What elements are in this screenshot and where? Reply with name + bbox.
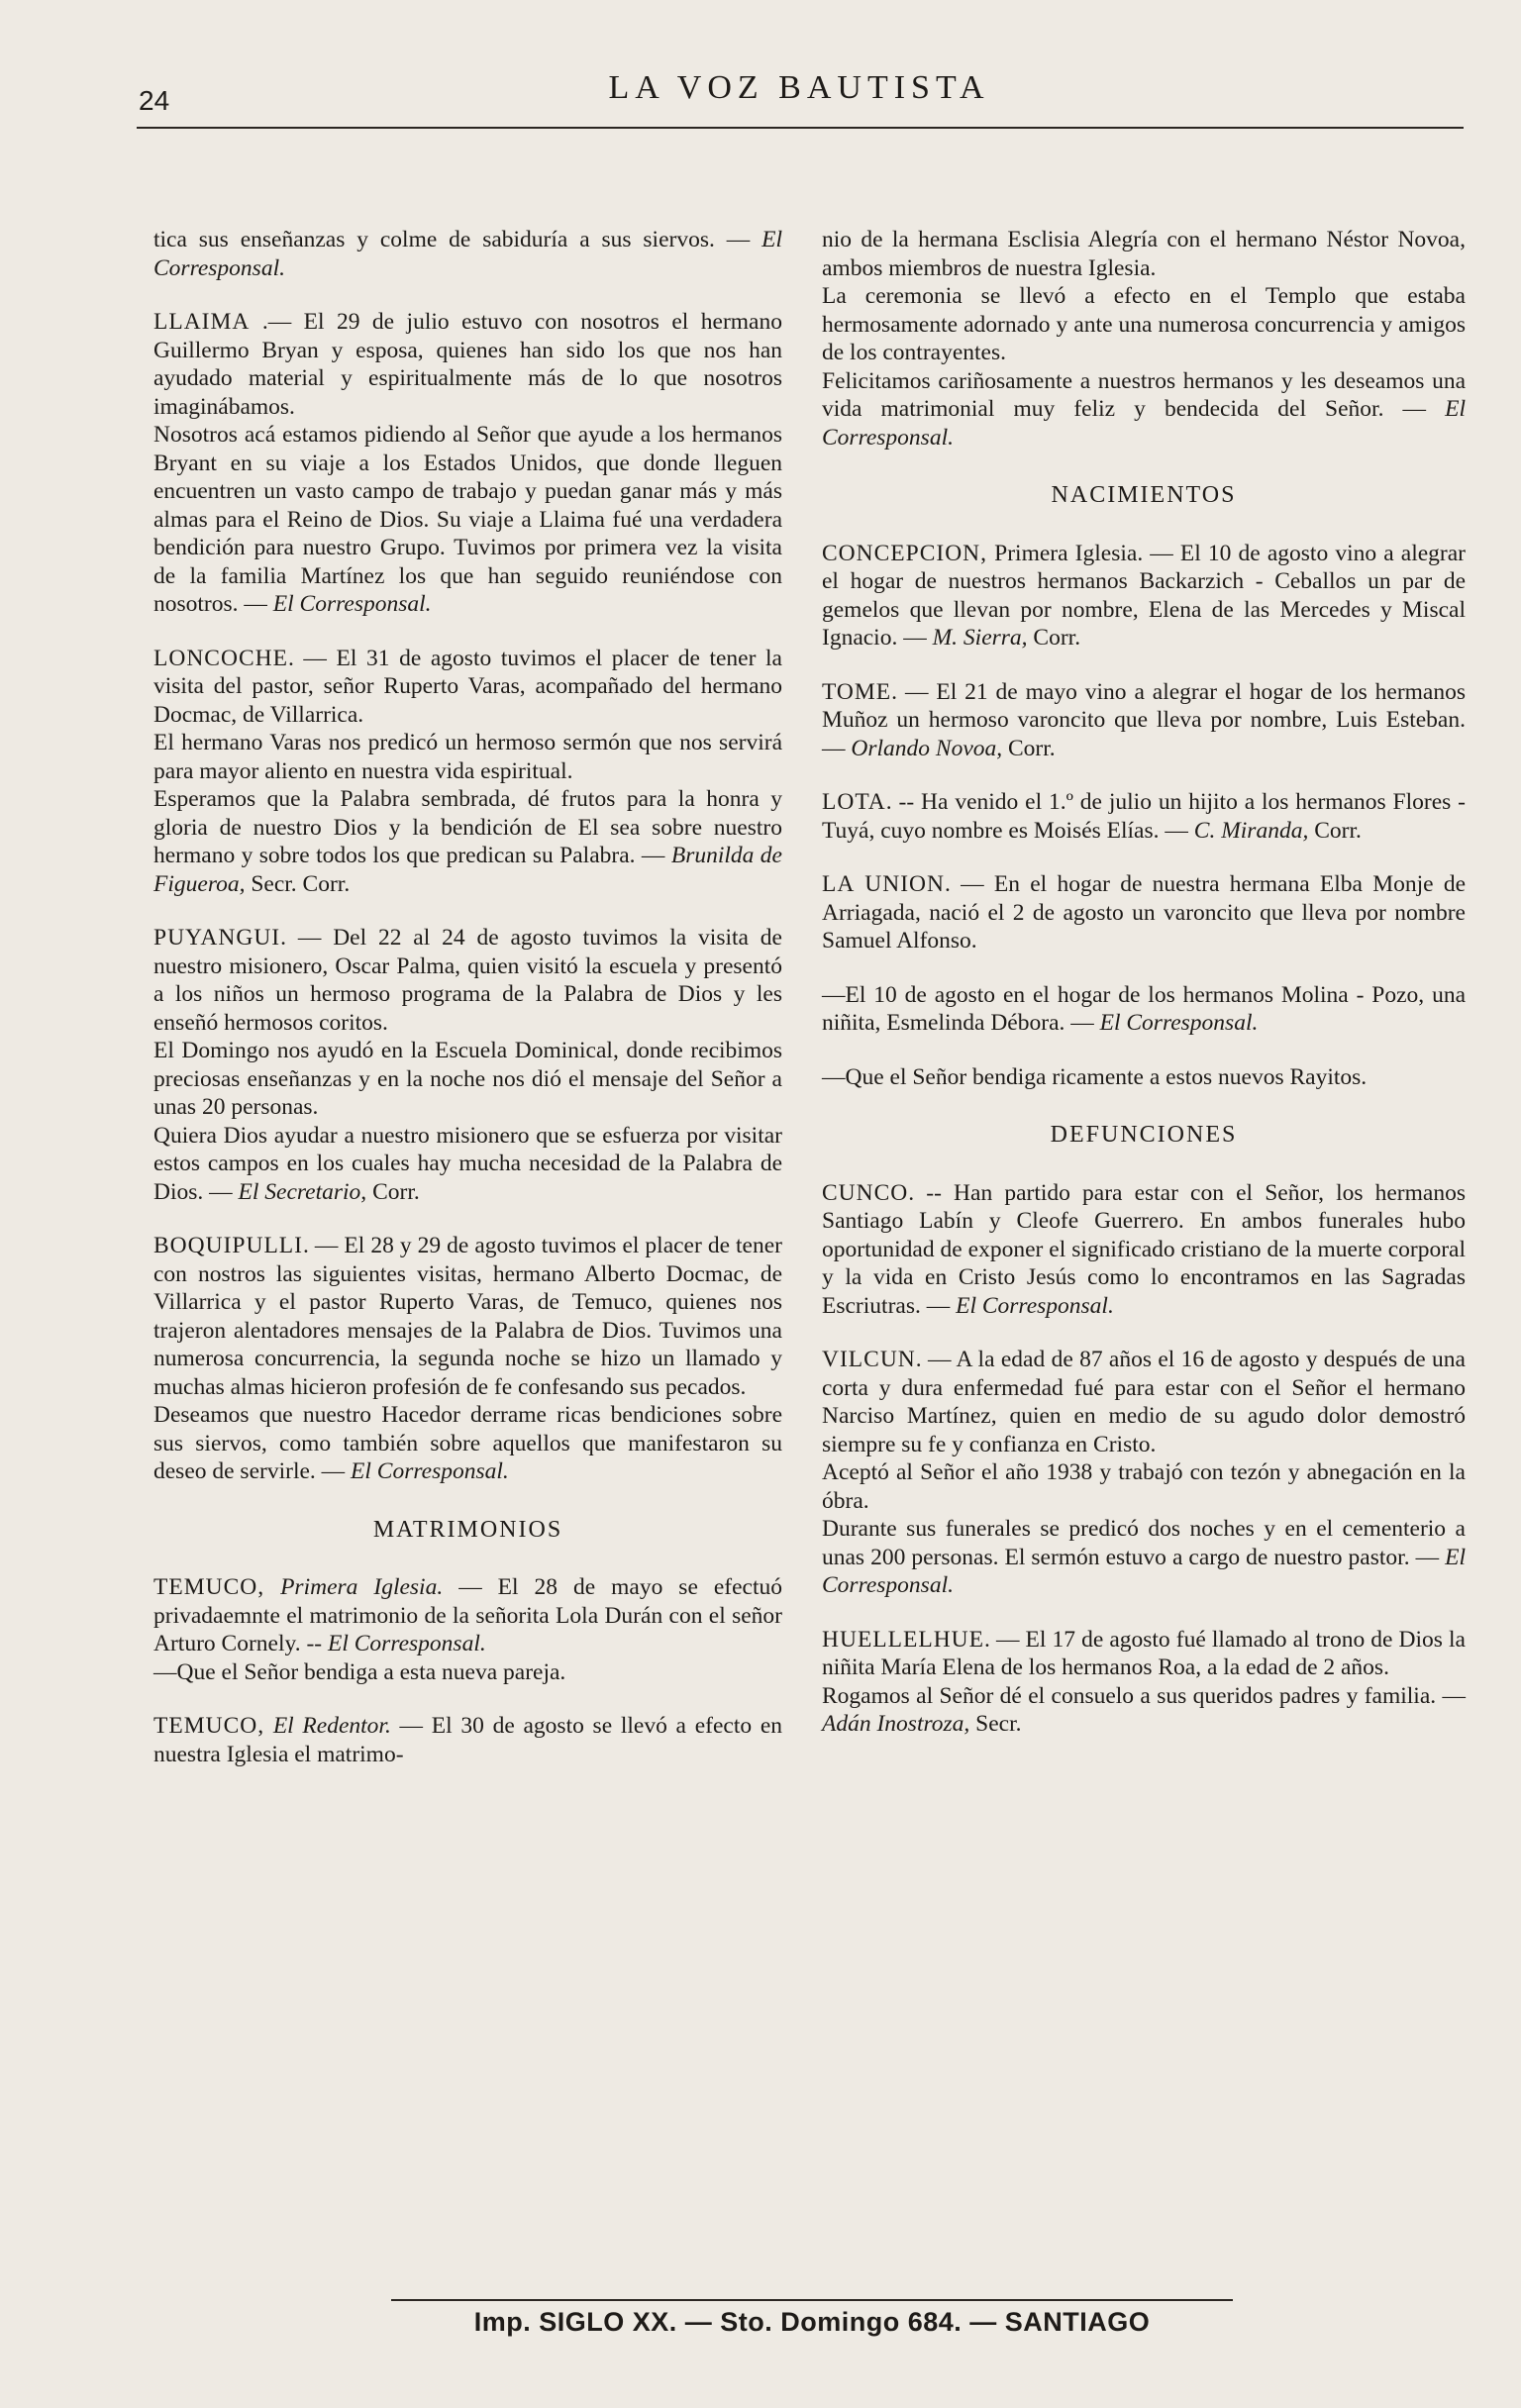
signature: El Corresponsal. (272, 591, 432, 617)
printer-imprint: Imp. SIGLO XX. — Sto. Domingo 684. — SANTIAGO (473, 2307, 1151, 2337)
article-lota: LOTA. -- Ha venido el 1.º de julio un hijito a los hermanos Flores - Tuyá, cuyo nombre es Moisés Elías. — C. Miranda, Corr. (822, 789, 1466, 844)
signature: El Corresponsal. (153, 227, 782, 281)
place-name: VILCUN (822, 1347, 916, 1372)
signature: M. Sierra, (932, 625, 1028, 651)
place-name: TEMUCO, (153, 1574, 265, 1600)
article-boquipulli: BOQUIPULLI. — El 28 y 29 de agosto tuvimos el placer de tener con nostros las siguientes visitas, hermano Alberto Docmac, de Villarrica y el pastor Ruperto Varas, de Temuco, quienes nos trajeron alentadores mensajes de la Palabra de Dios. Tuvimos una numerosa concurrencia, la segunda noche se hizo un llamado y muchas almas hicieron profesión de fe confesando sus pecados. Deseamos que nuestro Hacedor derrame ricas bendiciones sobre sus siervos, como también sobre aquellos que manifestaron su deseo de servirle. — El Corresponsal. (153, 1233, 782, 1484)
page-number: 24 (139, 85, 170, 116)
article-llaima: LLAIMA .— El 29 de julio estuvo con nosotros el hermano Guillermo Bryan y esposa, quienes han sido los que nos han ayudado material y espiritualmente más de lo que nosotros imaginábamos. Nosotros acá estamos pidiendo al Señor que ayude a los hermanos Bryant en su viaje a los Estados Unidos, que donde lleguen encuentren un vasto campo de trabajo y puedan ganar más y más almas para el Reino de Dios. Su viaje a Llaima fué una verdadera bendición para nuestro Grupo. Tuvimos por primera vez la visita de la familia Martínez los que han seguido reuniéndose con nosotros. — El Corresponsal. (153, 309, 782, 617)
article-concepcion: CONCEPCION, Primera Iglesia. — El 10 de agosto vino a alegrar el hogar de nuestros hermanos Backarzich - Ceballos un par de gemelos que llevan por nombre, Elena de las Mercedes y Miscal Ignacio. — M. Sierra, Corr. (822, 540, 1466, 651)
right-column (822, 226, 1466, 1764)
article-la-union: LA UNION. — En el hogar de nuestra hermana Elba Monje de Arriagada, nació el 2 de agosto un varoncito que lleva por nombre Samuel Alfonso. (822, 871, 1466, 953)
section-heading-defunciones: DEFUNCIONES (1050, 1122, 1238, 1148)
header-rule (137, 127, 1464, 129)
signature: Adán Inostroza, (822, 1711, 970, 1737)
place-name: LOTA (822, 789, 886, 815)
place-name: PUYANGUI (153, 925, 281, 951)
page-header (137, 67, 1462, 129)
article-temuco-redentor-cont: nio de la hermana Esclisia Alegría con el hermano Néstor Novoa, ambos miembros de nuestra Iglesia. La ceremonia se llevó a efecto en el Templo que estaba hermosamente adornado y ante una numerosa concurrencia y amigos de los contrayentes. Felicitamos cariñosamente a nuestros hermanos y les deseamos una vida matrimonial muy feliz y bendecida del Señor. — El Corresponsal. (822, 227, 1466, 451)
article-loncoche: LONCOCHE. — El 31 de agosto tuvimos el placer de tener la visita del pastor, señor Ruperto Varas, acompañado del hermano Docmac, de Villarrica. El hermano Varas nos predicó un hermoso sermón que nos servirá para mayor aliento en nuestra vida espiritual. Esperamos que la Palabra sembrada, dé frutos para la honra y gloria de nuestro Dios y la bendición de El sea sobre nuestro hermano y sobre todos los que predican su Palabra. — Brunilda de Figueroa, Secr. Corr. (153, 645, 782, 897)
article-intro: tica sus enseñanzas y colme de sabiduría a sus siervos. — El Corresponsal. (153, 227, 782, 281)
signature: C. Miranda, (1193, 817, 1309, 844)
article-puyangui: PUYANGUI. — Del 22 al 24 de agosto tuvimos la visita de nuestro misionero, Oscar Palma, quien visitó la escuela y presentó a los niños un hermoso programa de la Palabra de Dios y les enseñó hermosos coritos. El Domingo nos ayudó en la Escuela Dominical, donde recibimos preciosas enseñanzas y en la noche nos dió el mensaje del Señor a unas 20 personas. Quiera Dios ayudar a nuestro misionero que se esfuerza por visitar estos campos en los cuales hay mucha necesidad de la Palabra de Dios. — El Secretario, Corr. (153, 925, 782, 1205)
article-temuco-redentor: TEMUCO, El Redentor. — El 30 de agosto se llevó a efecto en nuestra Iglesia el matrimo- (153, 1713, 782, 1767)
article-molina-pozo: —El 10 de agosto en el hogar de los hermanos Molina - Pozo, una niñita, Esmelinda Débora. — El Corresponsal. (822, 981, 1466, 1036)
place-name: CUNCO (822, 1179, 909, 1206)
footer-rule (391, 2299, 1233, 2301)
signature: El Secretario, (238, 1178, 367, 1205)
place-name: TEMUCO, (153, 1713, 265, 1739)
place-name: LONCOCHE (153, 645, 288, 671)
journal-title: LA VOZ BAUTISTA (608, 69, 990, 106)
article-rayitos: —Que el Señor bendiga ricamente a estos nuevos Rayitos. (822, 1063, 1368, 1090)
left-column (153, 226, 782, 1794)
section-heading-nacimientos: NACIMIENTOS (1051, 482, 1237, 508)
signature: Brunilda de Figueroa, (153, 843, 782, 897)
place-name: HUELLELHUE (822, 1626, 985, 1653)
signature: El Corresponsal. (822, 396, 1466, 451)
signature: El Corresponsal. (328, 1631, 486, 1656)
section-heading-matrimonios: MATRIMONIOS (372, 1516, 563, 1543)
place-name: LLAIMA (153, 309, 251, 335)
article-cunco: CUNCO. -- Han partido para estar con el Señor, los hermanos Santiago Labín y Cleofe Guerrero. En ambos funerales hubo oportunidad de exponer el significado cristiano de la muerte corporal y la vida en Cristo Jesús como lo encontramos en las Sagradas Escriutras. — El Corresponsal. (822, 1179, 1466, 1319)
signature: Orlando Novoa, (851, 735, 1003, 761)
article-tome: TOME. — El 21 de mayo vino a alegrar el hogar de los hermanos Muñoz un hermoso varoncito que lleva por nombre, Luis Esteban. — Orlando Novoa, Corr. (822, 678, 1466, 761)
article-vilcun: VILCUN. — A la edad de 87 años el 16 de agosto y después de una corta y dura enfermedad fué para estar con el Señor el hermano Narciso Martínez, quien en medio de su agudo dolor demostró siempre su fe y confianza en Cristo. Aceptó al Señor el año 1938 y trabajó con tezón y abnegación en la óbra. Durante sus funerales se predicó dos noches y en el cementerio a unas 200 personas. El sermón estuvo a cargo de nuestro pastor. — El Corresponsal. (822, 1347, 1466, 1598)
place-name: CONCEPCION, (822, 540, 988, 566)
article-temuco-primera: TEMUCO, Primera Iglesia. — El 28 de mayo se efectuó privadaemnte el matrimonio de la señorita Lola Durán con el señor Arturo Cornely. -- El Corresponsal. —Que el Señor bendiga a esta nueva pareja. (153, 1574, 782, 1685)
place-name: TOME (822, 678, 892, 705)
signature: El Corresponsal. (822, 1544, 1466, 1598)
signature: El Corresponsal. (1099, 1010, 1259, 1036)
signature: El Corresponsal. (956, 1292, 1114, 1319)
place-name: BOQUIPULLI (153, 1233, 303, 1258)
article-huellelhue: HUELLELHUE. — El 17 de agosto fué llamado al trono de Dios la niñita María Elena de los hermanos Roa, a la edad de 2 años. Rogamos al Señor dé el consuelo a sus queridos padres y familia. — Adán Inostroza, Secr. (822, 1626, 1466, 1737)
place-name: LA UNION (822, 871, 945, 897)
signature: El Corresponsal. (351, 1458, 509, 1484)
